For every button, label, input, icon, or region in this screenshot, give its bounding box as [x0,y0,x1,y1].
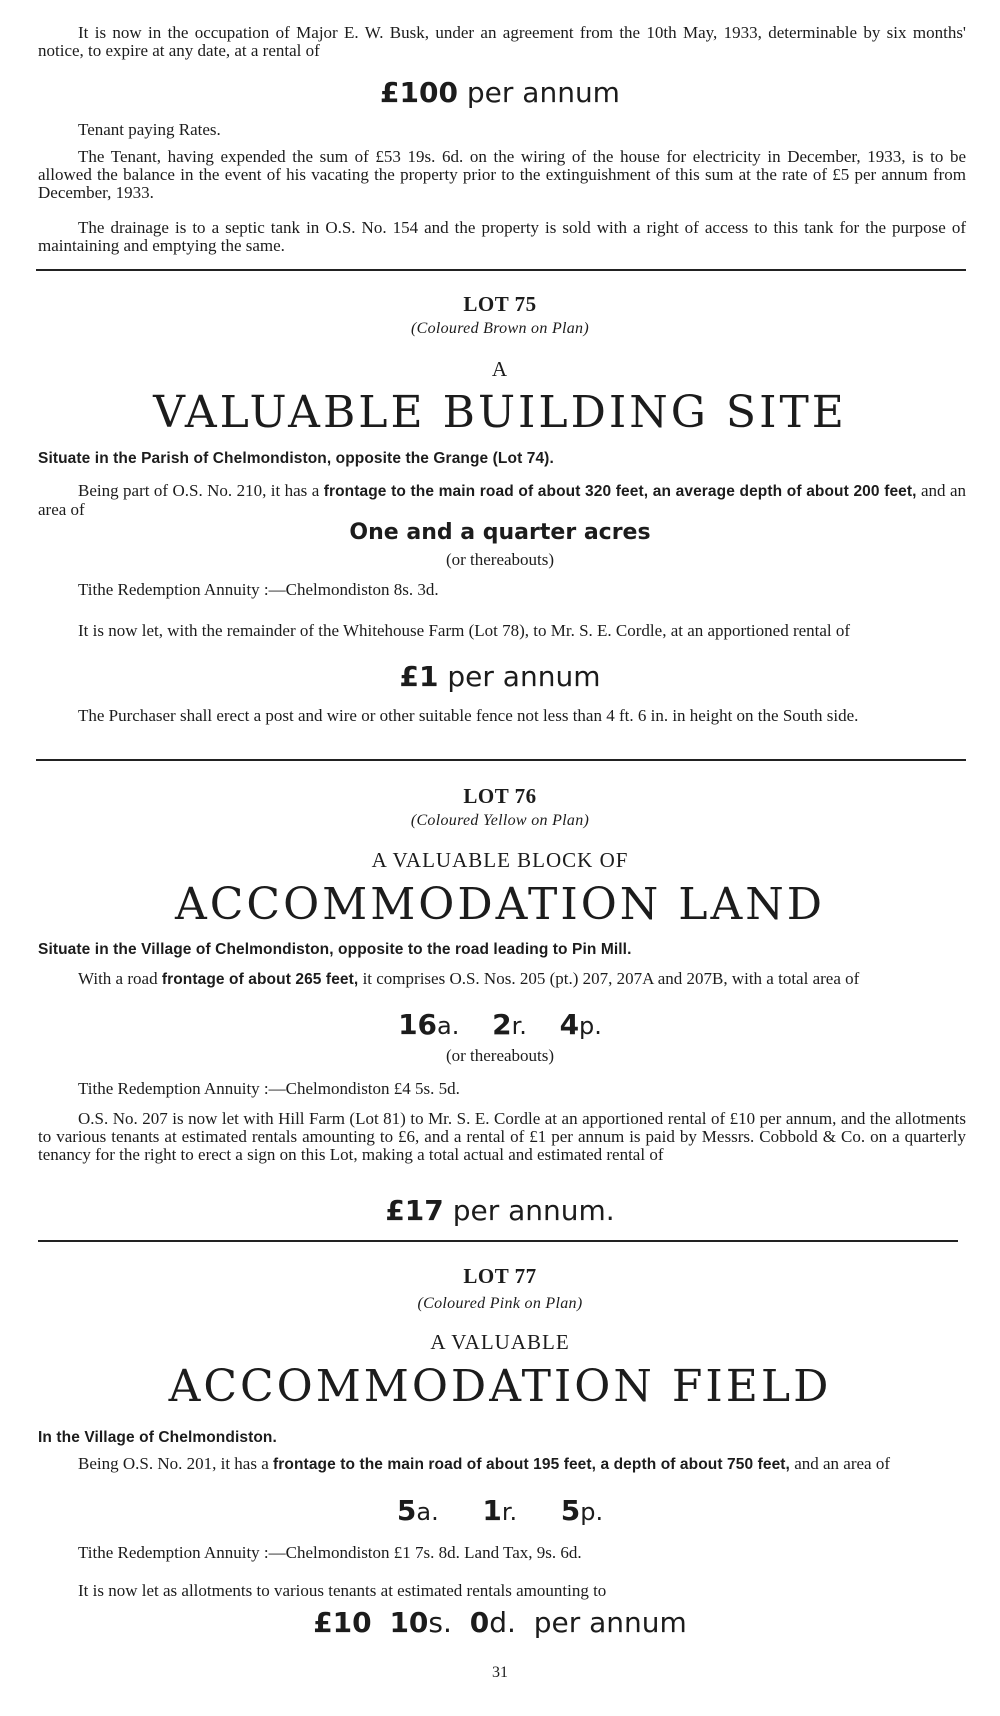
lot-76-thereabouts: (or thereabouts) [445,1046,555,1065]
rent-amount: £1 [399,660,439,693]
lot-76-title: ACCOMMODATION LAND [174,879,826,930]
lot-75-fence-paragraph: The Purchaser shall erect a post and wire or other suitable fence not less than 4 ft. 6 in. in height on the South side. [78,706,859,725]
lot74-rent [0,76,1000,110]
lot-75-let-paragraph: It is now let, with the remainder of the Whitehouse Farm (Lot 78), to Mr. S. E. Cordle, at an apportioned rental of [78,621,851,640]
lot-76-frontage: frontage of about 265 feet, [161,971,359,988]
lot-77-heading: LOT 77 [463,1264,537,1288]
lot-76-tithe: Tithe Redemption Annuity :—Chelmondiston £4 5s. 5d. [78,1079,460,1098]
lot-77-frontage: frontage to the main road of about 195 feet, a depth of about 750 feet, [273,1456,790,1473]
rent-amount: £100 [380,76,458,109]
lot-75-area: One and a quarter acres [349,520,651,545]
lot-76-heading: LOT 76 [463,784,537,808]
lot-77-subtitle: A VALUABLE [430,1330,570,1354]
rent-suffix: per annum. [452,1194,615,1227]
drainage-paragraph: The drainage is to a septic tank in O.S. No. 154 and the property is sold with a right of access to this tank for the purpose of maintaining and emptying the same. [38,218,966,255]
page-number: 31 [492,1664,508,1681]
lot-75-tithe: Tithe Redemption Annuity :—Chelmondiston 8s. 3d. [78,580,439,599]
lot-75-heading: LOT 75 [463,292,537,316]
lot-75-article: A [491,357,509,381]
divider-line [36,269,966,271]
lot-75-description: Being part of O.S. No. 210, it has a frontage to the main road of about 320 feet, an average depth of about 200 feet, and an area of [38,481,967,519]
divider-line [36,759,966,761]
wiring-paragraph: The Tenant, having expended the sum of £53 19s. 6d. on the wiring of the house for electricity in December, 1933, is to be allowed the balance in the event of his vacating the property prior to the extinguishment of this sum at the rate of £5 per annum from December, 1933. [38,147,966,202]
lot-76-rent [0,1194,1000,1228]
lot-76-description: With a road frontage of about 265 feet, it comprises O.S. Nos. 205 (pt.) 207, 207A and 207B, with a total area of [78,969,860,988]
lot-75-thereabouts: (or thereabouts) [445,550,555,569]
lot-77-tithe: Tithe Redemption Annuity :—Chelmondiston £1 7s. 8d. Land Tax, 9s. 6d. [78,1543,582,1562]
lot-77-area: 5a. 1r. 5p. [396,1494,604,1527]
lot-76-let-paragraph: O.S. No. 207 is now let with Hill Farm (Lot 81) to Mr. S. E. Cordle at an apportioned rental of £10 per annum, and the allotments to various tenants at estimated rentals amounting to £6, and a rental of £1 per annum is paid by Messrs. Cobbold & Co. on a quarterly tenancy for the right to erect a sign on this Lot, making a total actual and estimated rental of [38,1109,966,1164]
tenant-rates-paragraph: Tenant paying Rates. [78,120,221,139]
lot-75-rent [0,660,1000,694]
rent-suffix: per annum [466,76,620,109]
lot-77-rent: £10 10s. 0d. per annum [313,1606,687,1639]
lot-75-plan-note: (Coloured Brown on Plan) [410,320,589,337]
lot-75-situate: Situate in the Parish of Chelmondiston, opposite the Grange (Lot 74). [38,450,554,467]
rent-amount: £17 [385,1194,444,1227]
lot-76-plan-note: (Coloured Yellow on Plan) [410,812,590,829]
lot-77-title: ACCOMMODATION FIELD [168,1361,832,1412]
occupation-paragraph: It is now in the occupation of Major E. W. Busk, under an agreement from the 10th May, 1933, determinable by six months' notice, to expire at any date, at a rental of [38,23,966,60]
lot-77-description: Being O.S. No. 201, it has a frontage to the main road of about 195 feet, a depth of about 750 feet, and an area of [78,1454,891,1473]
lot-76-area: 16a. 2r. 4p. [398,1008,602,1041]
lot-75-frontage: frontage to the main road of about 320 feet, an average depth of about 200 feet, [323,483,917,500]
lot-77-situate: In the Village of Chelmondiston. [38,1429,277,1446]
lot-77-let-paragraph: It is now let as allotments to various tenants at estimated rentals amounting to [78,1581,607,1600]
lot-77-plan-note: (Coloured Pink on Plan) [417,1295,583,1312]
rent-suffix: per annum [447,660,601,693]
lot-76-situate: Situate in the Village of Chelmondiston, opposite to the road leading to Pin Mill. [38,941,632,958]
lot-76-subtitle: A VALUABLE BLOCK OF [371,848,629,872]
lot-75-title: VALUABLE BUILDING SITE [153,387,847,438]
divider-line [38,1240,958,1242]
